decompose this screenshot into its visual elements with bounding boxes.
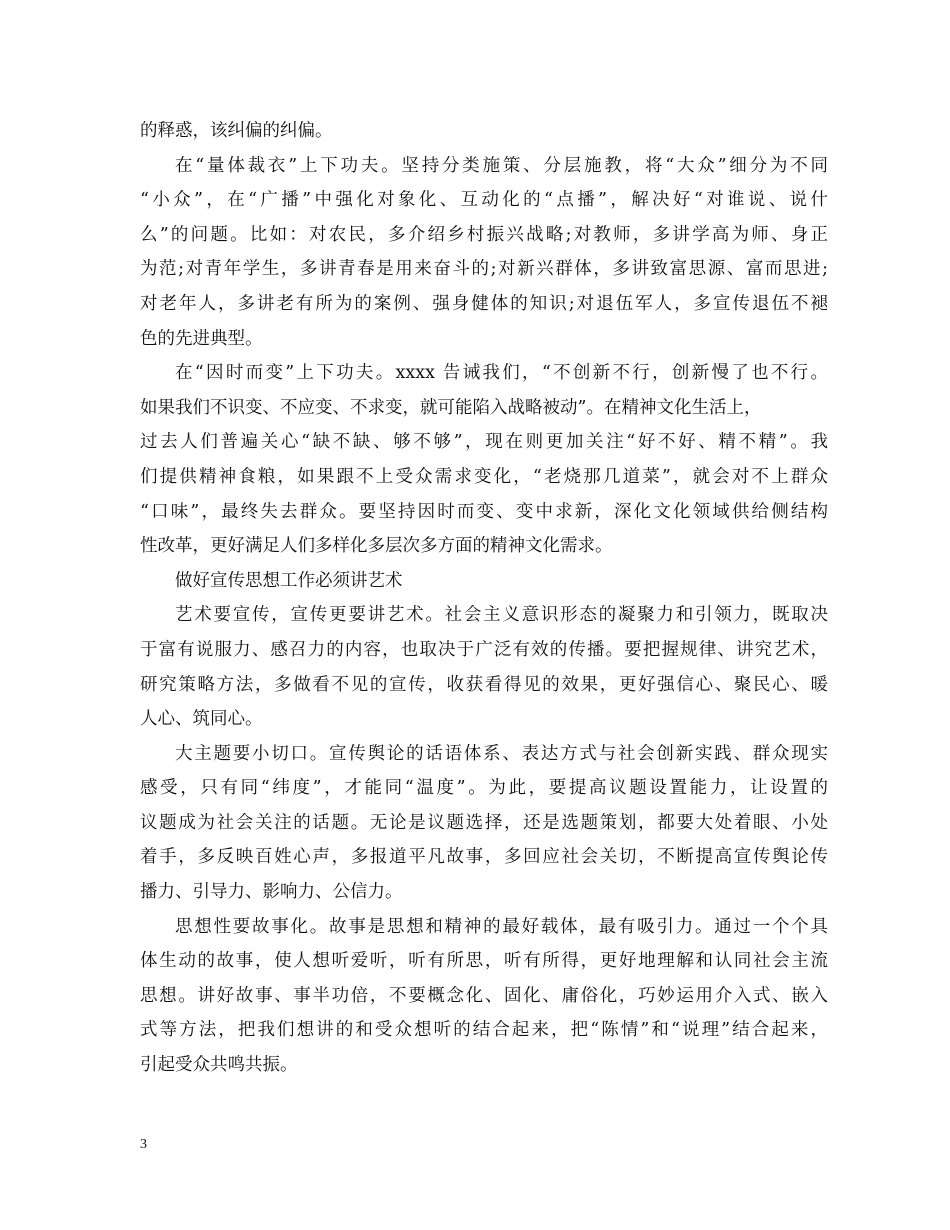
text-line: 性改革，更好满足人们多样化多层次多方面的精神文化需求。	[140, 536, 613, 557]
text-line: “口味”，最终失去群众。要坚持因时而变、变中求新，深化文化领域供给侧结构	[140, 501, 828, 522]
text-line: 播力、引导力、影响力、公信力。	[140, 882, 403, 903]
text-line: 在“因时而变”上下功夫。xxxx 告诫我们，“不创新不行，创新慢了也不行。	[175, 363, 828, 384]
text-line: 感受，只有同“纬度”，才能同“温度”。为此，要提高议题设置能力，让设置的	[140, 778, 828, 799]
text-line: 引起受众共鸣共振。	[140, 1055, 298, 1076]
text-line: 艺术要宣传，宣传更要讲艺术。社会主义意识形态的凝聚力和引领力，既取决	[175, 605, 828, 626]
text-line: 于富有说服力、感召力的内容，也取决于广泛有效的传播。要把握规律、讲究艺术，	[140, 639, 828, 660]
text-line: 们提供精神食粮，如果跟不上受众需求变化，“老烧那几道菜”，就会对不上群众	[140, 466, 828, 487]
text-line: 对老年人，多讲老有所为的案例、强身健体的知识;对退伍军人，多宣传退伍不褪	[140, 293, 828, 314]
text-line: 式等方法，把我们想讲的和受众想听的结合起来，把“陈情”和“说理”结合起来，	[140, 1020, 828, 1041]
text-line: 么”的问题。比如：对农民，多介绍乡村振兴战略;对教师，多讲学高为师、身正	[140, 224, 828, 245]
text-line: 为范;对青年学生，多讲青春是用来奋斗的;对新兴群体，多讲致富思源、富而思进;	[140, 259, 828, 280]
text-line: 体生动的故事，使人想听爱听，听有所思，听有所得，更好地理解和认同社会主流	[140, 951, 828, 972]
text-line: 大主题要小切口。宣传舆论的话语体系、表达方式与社会创新实践、群众现实	[175, 743, 828, 764]
text-line: 着手，多反映百姓心声，多报道平凡故事，多回应社会关切，不断提高宣传舆论传	[140, 847, 828, 868]
text-line: 在“量体裁衣”上下功夫。坚持分类施策、分层施教，将“大众”细分为不同	[175, 155, 828, 176]
text-line: 过去人们普遍关心“缺不缺、够不够”，现在则更加关注“好不好、精不精”。我	[140, 432, 828, 453]
text-line: 如果我们不识变、不应变、不求变，就可能陷入战略被动”。在精神文化生活上，	[140, 397, 762, 418]
text-line: 研究策略方法，多做看不见的宣传，收获看得见的效果，更好强信心、聚民心、暖	[140, 674, 828, 695]
text-line: 议题成为社会关注的话题。无论是议题选择，还是选题策划，都要大处着眼、小处	[140, 812, 828, 833]
text-line: 思想性要故事化。故事是思想和精神的最好载体，最有吸引力。通过一个个具	[175, 916, 828, 937]
text-line: 色的先进典型。	[140, 328, 263, 349]
document-body	[140, 114, 828, 1083]
text-line: 做好宣传思想工作必须讲艺术	[175, 570, 403, 591]
text-line: 思想。讲好故事、事半功倍，不要概念化、固化、庸俗化，巧妙运用介入式、嵌入	[140, 985, 828, 1006]
text-line: 人心、筑同心。	[140, 709, 263, 730]
text-line: 的释惑，该纠偏的纠偏。	[140, 121, 333, 141]
text-line: “小众”，在“广播”中强化对象化、互动化的“点播”，解决好“对谁说、说什	[140, 190, 828, 211]
page-number: 3	[140, 1137, 147, 1152]
